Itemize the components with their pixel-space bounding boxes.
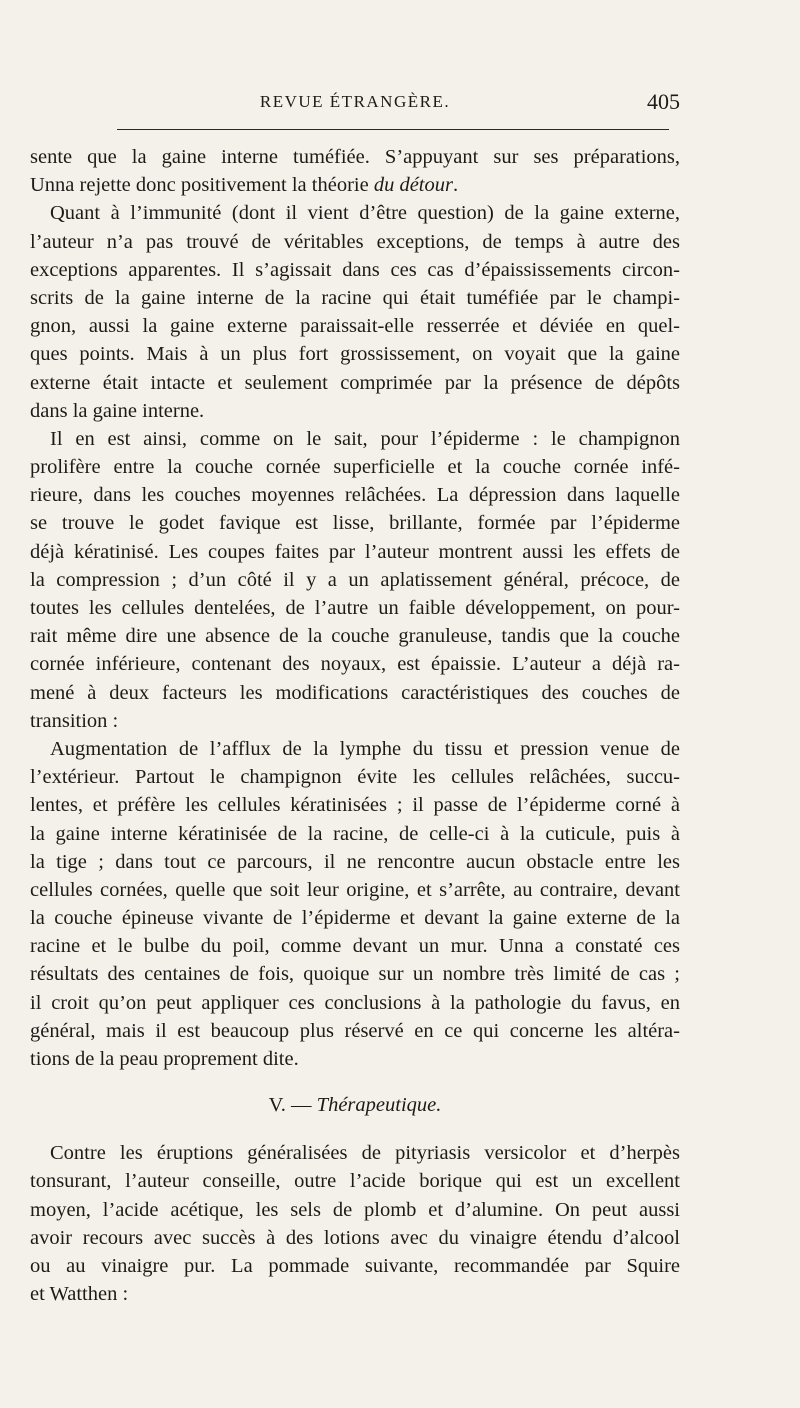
text-line: Contre les éruptions généralisées de pityriasis versicolor et d’herpès	[50, 1142, 680, 1165]
text-line: ou au vinaigre pur. La pommade suivante, recommandée par Squire	[30, 1254, 680, 1277]
section-title: Thérapeutique.	[316, 1094, 442, 1117]
text-line: l’extérieur. Partout le champignon évite les cellules relâchées, succu-	[30, 766, 680, 789]
page-number: 405	[647, 89, 680, 114]
text-line: tions de la peau proprement dite.	[30, 1048, 299, 1070]
text-line: sente que la gaine interne tuméfiée. S’appuyant sur ses préparations,	[30, 146, 680, 168]
header-rule	[117, 129, 669, 130]
text-line: la compression ; d’un côté il y a un aplatissement général, précoce, de	[30, 568, 680, 591]
text-line: cornée inférieure, contenant des noyaux, est épaissie. L’auteur a déjà ra-	[30, 653, 680, 676]
text-line: Quant à l’immunité (dont il vient d’être question) de la gaine externe,	[50, 202, 680, 225]
text-line-start: Unna rejette donc positivement la théorie	[30, 174, 374, 197]
text-line	[30, 171, 680, 199]
text-line: exceptions apparentes. Il s’agissait dans ces cas d’épaississements circon-	[30, 258, 680, 281]
text-line: la gaine interne kératinisée de la racine, de celle-ci à la cuticule, puis à	[30, 822, 680, 845]
text-line: prolifère entre la couche cornée superficielle et la couche cornée infé-	[30, 456, 680, 479]
text-line: transition :	[30, 709, 119, 732]
text-line: déjà kératinisé. Les coupes faites par l’auteur montrent aussi les effets de	[30, 540, 680, 563]
text-line: dans la gaine interne.	[30, 399, 205, 422]
text-line: la couche épineuse vivante de l’épiderme et devant la gaine externe de la	[30, 907, 680, 930]
text-line: gnon, aussi la gaine externe paraissait-elle resserrée et déviée en quel-	[30, 315, 680, 338]
page-header	[30, 89, 680, 118]
text-line: résultats des centaines de fois, quoique sur un nombre très limité de cas ;	[30, 963, 680, 986]
text-line: Augmentation de l’afflux de la lymphe du tissu et pression venue de	[50, 737, 680, 760]
text-line: rait même dire une absence de la couche granuleuse, tandis que la couche	[30, 625, 680, 648]
text-line: Il en est ainsi, comme on le sait, pour l’épiderme : le champignon	[50, 427, 680, 450]
text-line: et Watthen :	[30, 1283, 129, 1306]
text-line: externe était intacte et seulement comprimée par la présence de dépôts	[30, 371, 680, 394]
text-line: rieure, dans les couches moyennes relâchées. La dépression dans laquelle	[30, 484, 680, 507]
text-line: racine et le bulbe du poil, comme devant un mur. Unna a constaté ces	[30, 935, 680, 958]
text-line: avoir recours avec succès à des lotions avec du vinaigre étendu d’alcool	[30, 1226, 680, 1249]
text-line-end: .	[452, 174, 459, 197]
text-line: scrits de la gaine interne de la racine qui était tuméfiée par le champi-	[30, 286, 680, 309]
text-line: général, mais il est beaucoup plus réservé en ce qui concerne les altéra-	[30, 1019, 680, 1042]
text-line: mené à deux facteurs les modifications caractéristiques des couches de	[30, 681, 680, 704]
text-line: lentes, et préfère les cellules kératinisées ; il passe de l’épiderme corné à	[30, 794, 680, 817]
body-text	[30, 143, 680, 1308]
text-line: moyen, l’acide acétique, les sels de plomb et d’alumine. On peut aussi	[30, 1198, 680, 1221]
text-line: se trouve le godet favique est lisse, brillante, formée par l’épiderme	[30, 512, 680, 535]
text-line: la tige ; dans tout ce parcours, il ne rencontre aucun obstacle entre les	[30, 850, 680, 873]
section-numeral: V. —	[268, 1094, 317, 1117]
section-heading	[30, 1077, 680, 1133]
text-line: tonsurant, l’auteur conseille, outre l’acide borique qui est un excellent	[30, 1170, 680, 1193]
text-line: il croit qu’on peut appliquer ces conclusions à la pathologie du favus, en	[30, 991, 680, 1014]
italic-term: du détour	[373, 174, 453, 197]
text-line: l’auteur n’a pas trouvé de véritables exceptions, de temps à autre des	[30, 230, 680, 253]
text-line: cellules cornées, quelle que soit leur origine, et s’arrête, au contraire, devant	[30, 878, 680, 901]
text-line: toutes les cellules dentelées, de l’autre un faible développement, on pour-	[30, 597, 680, 619]
text-line: ques points. Mais à un plus fort grossissement, on voyait que la gaine	[30, 343, 680, 366]
running-title: REVUE ÉTRANGÈRE.	[259, 92, 451, 111]
